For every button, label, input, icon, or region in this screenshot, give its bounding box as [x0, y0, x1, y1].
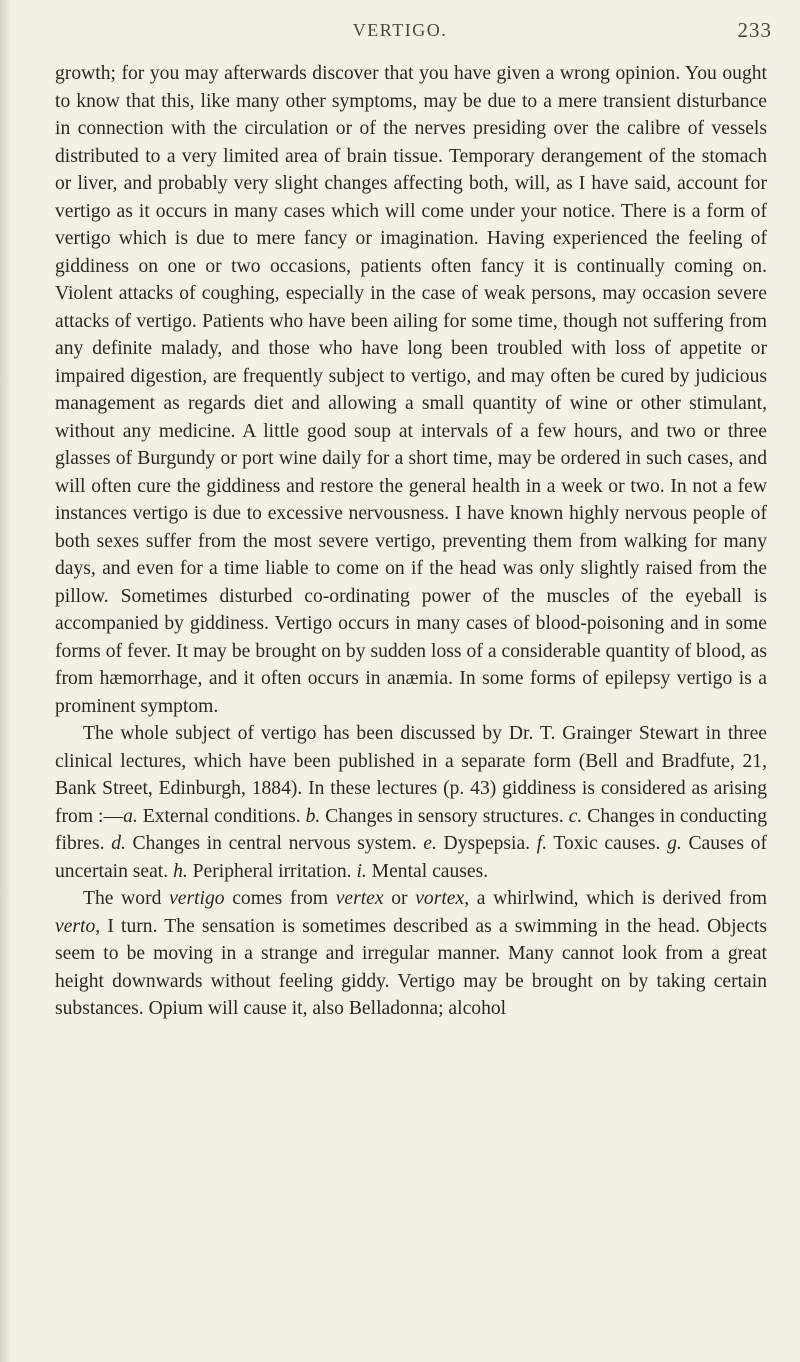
text-run: Dyspepsia.	[436, 833, 537, 854]
text-run: Peripheral irritation.	[187, 860, 357, 882]
text-run: The whole subject of vertigo has been discussed by Dr. T. Grainger Stewart in three clinical lectures, which have been published in a separate form (Bell and Bradfute, 21, Bank Street, Edinburgh, 1884). In these lectures (p. 43) giddiness is considered as arising from :—	[55, 723, 767, 827]
list-marker-b: b.	[305, 805, 321, 827]
paragraph-1-text: growth; for you may afterwards discover that you have given a wrong opinion. You ought to know that this, like many other symptoms, may be due to a mere transient disturbance in connection with the circulation or of the nerves presiding over the calibre of vessels distributed to a very limited area of brain tissue. Temporary derangement of the stomach or liver, and probably very slight changes affecting both, will, as I have said, account for vertigo as it occurs in many cases which will come under your notice. There is a form of vertigo which is due to mere fancy or imagination. Having experienced the feeling of giddiness on one or two occasions, patients often fancy it is continually coming on. Violent attacks of coughing, especially in the case of weak persons, may occasion severe attacks of vertigo. Patients who have been ailing for some time, though not suffering from any definite malady, and those who have long been troubled with loss of appetite or impaired digestion, are frequently subject to vertigo, and may often be cured by judicious management as regards diet and allowing a small quantity of wine or other stimulant, without any medicine. A little good soup at intervals of a few hours, and two or three glasses of Burgundy or port wine daily for a short time, may be ordered in such cases, and will often cure the giddiness and restore the general health in a week or two. In not a few instances vertigo is due to excessive nervousness. I have known highly nervous people of both sexes suffer from the most severe vertigo, preventing them from walking for many days, and even for a time liable to come on if the head was only slightly raised from the pillow. Sometimes disturbed co-ordinating power of the muscles of the eyeball is accompanied by giddiness. Vertigo occurs in many cases of blood-poisoning and in some forms of fever. It may be brought on by sudden loss of a considerable quantity of blood, as from hæmorrhage, and it often occurs in anæmia. In some forms of epilepsy vertigo is a prominent symptom.	[55, 63, 767, 717]
list-marker-d: d.	[111, 833, 126, 854]
list-marker-f: f.	[536, 833, 548, 854]
italic-word: vertigo	[169, 888, 225, 909]
text-run: comes from	[224, 888, 336, 909]
text-run: Toxic causes.	[547, 833, 668, 854]
italic-word: vortex	[415, 888, 465, 909]
text-run: Changes in sensory structures.	[320, 805, 569, 827]
page-gutter-shadow	[0, 0, 10, 1362]
text-run: Changes in central nervous system.	[125, 833, 424, 854]
text-run: , I turn. The sensation is sometimes described as a swimming in the head. Objects seem to be moving in a strange and irregular manner. Many cannot look from a great height downwards without feeling giddy. Vertigo may be brought on by taking certain substances. Opium will cause it, also Belladonna; alcohol	[55, 915, 767, 1019]
running-head: VERTIGO.	[352, 20, 448, 40]
body-text	[55, 60, 767, 1023]
text-run: Causes of uncertain seat.	[55, 833, 767, 882]
paragraph-2	[55, 720, 767, 885]
list-marker-a: a.	[123, 805, 138, 827]
text-run: Mental causes.	[366, 860, 489, 882]
text-run: Changes in conducting fibres.	[55, 805, 767, 854]
list-marker-c: c.	[568, 805, 583, 827]
page-number: 233	[737, 18, 772, 42]
list-marker-i: i.	[356, 860, 367, 882]
list-marker-h: h.	[173, 860, 188, 882]
page-header	[0, 18, 800, 58]
paragraph-1	[55, 60, 767, 720]
list-marker-g: g.	[667, 833, 682, 854]
italic-word: verto	[55, 915, 96, 937]
text-run: The word	[83, 888, 170, 909]
text-run: External conditions.	[137, 805, 306, 827]
list-marker-e: e.	[423, 833, 437, 854]
paragraph-3	[55, 885, 767, 1023]
text-run: or	[383, 888, 416, 909]
italic-word: vertex	[335, 888, 384, 909]
text-run: , a whirlwind, which is derived from	[464, 888, 767, 909]
